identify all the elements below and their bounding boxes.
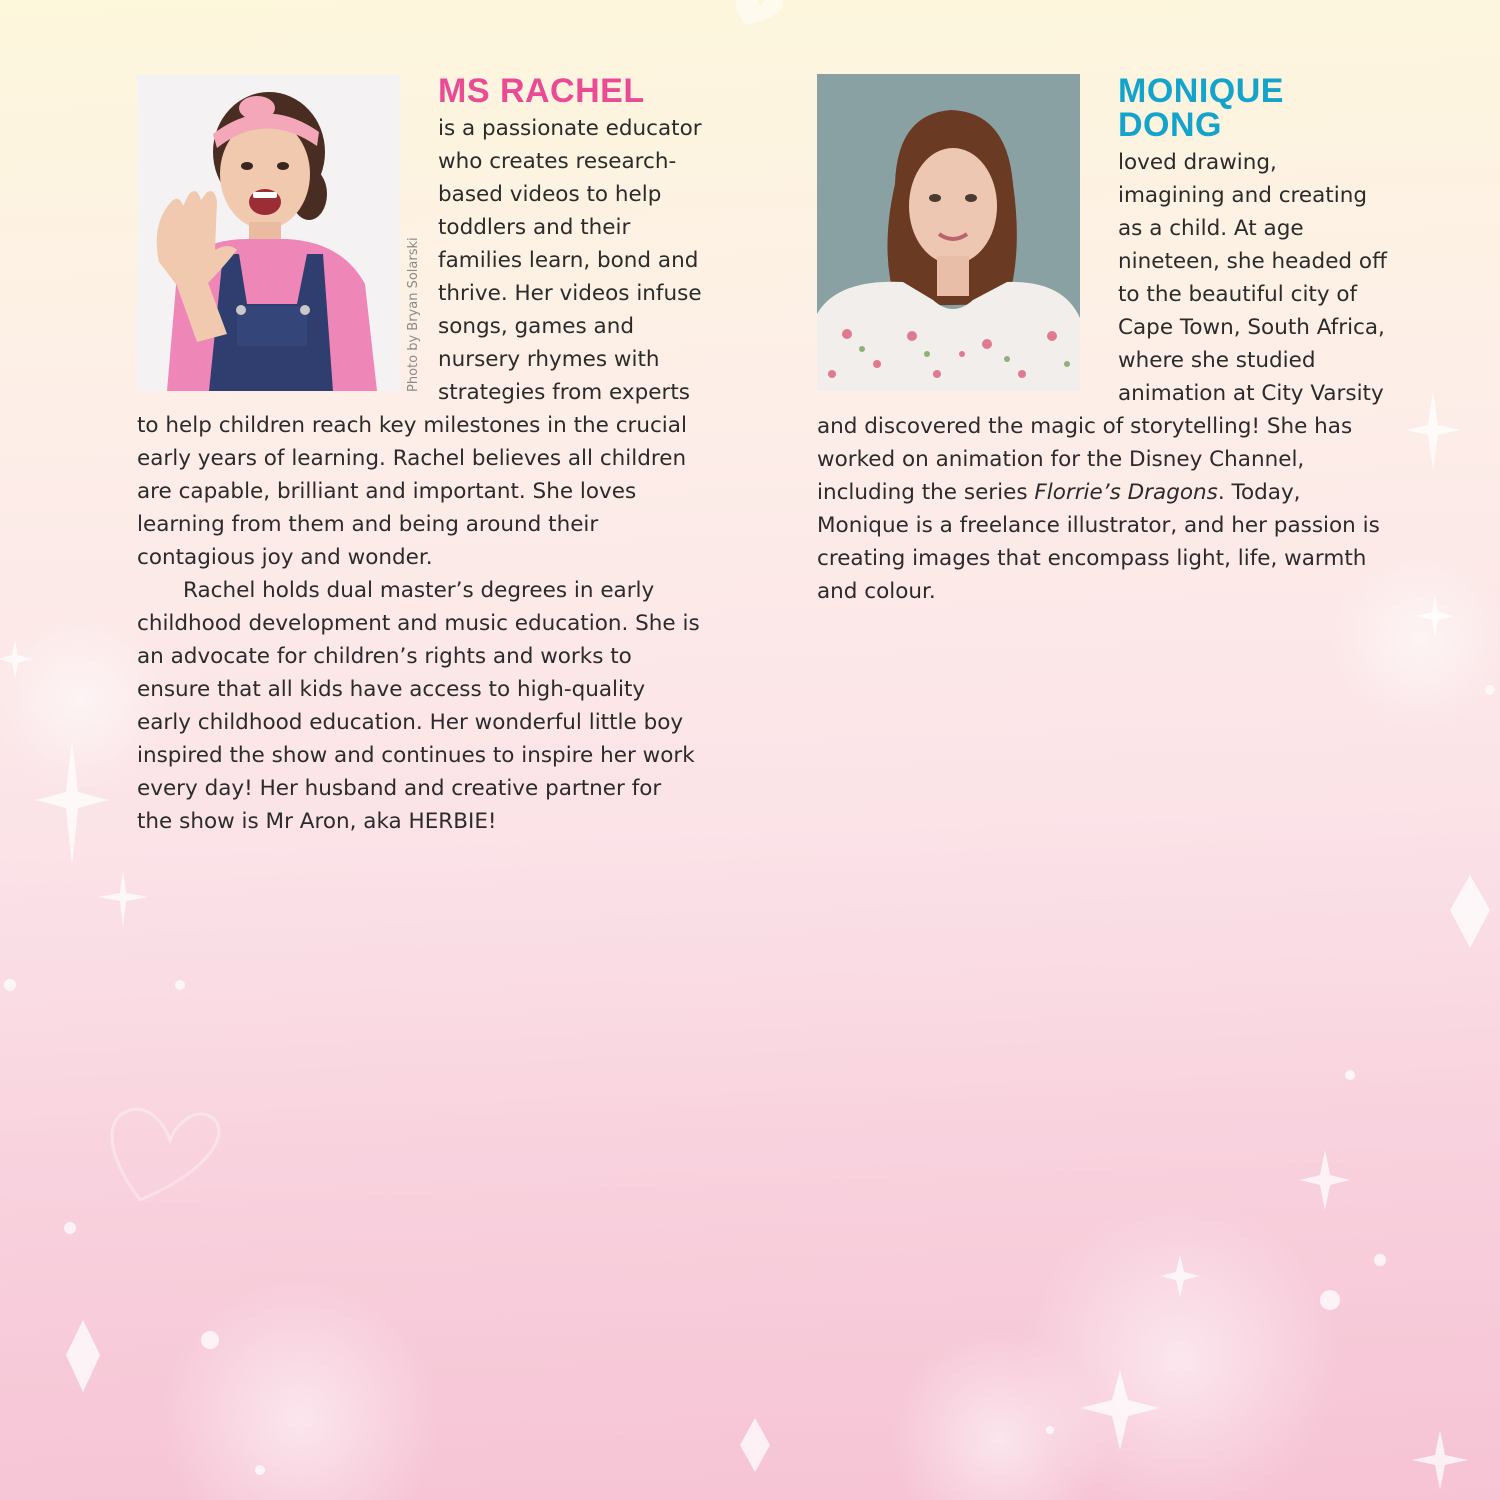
sparkle-icon xyxy=(1300,1150,1350,1210)
sparkle-icon xyxy=(1450,875,1490,948)
monique-dong-text-part-1: loved drawing, imagining and creating as a child. At age nineteen, she headed off to the beautiful city of Cape Town, South Africa, where she studied animation at City Varsity and discovered the magic of storytelling! She has worked on animation for the Disney Channel, including the series xyxy=(817,150,1387,505)
ms-rachel-photo xyxy=(137,74,400,391)
sparkle-icon xyxy=(1406,390,1460,470)
ms-rachel-paragraph-1: is a passionate educator who creates research-based videos to help toddlers and their families learn, bond and thrive. Her videos infuse songs, games and nursery rhymes with strategies from experts to help children reach key milestones in the crucial early years of learning. Rachel believes all children are capable, brilliant and important. She loves learning from them and being around their contagious joy and wonder. xyxy=(137,116,702,570)
ms-rachel-bio xyxy=(137,74,702,838)
sparkle-icon xyxy=(1412,1430,1468,1490)
sparkle-icon xyxy=(740,1418,770,1472)
monique-dong-bio xyxy=(817,74,1387,608)
heart-icon xyxy=(112,1109,219,1200)
ms-rachel-name: MS RACHEL xyxy=(438,72,645,110)
sparkle-icon xyxy=(66,1320,100,1392)
monique-dong-photo xyxy=(817,74,1080,391)
monique-dong-name: MONIQUE DONG xyxy=(1118,72,1284,144)
sparkle-icon xyxy=(98,870,148,928)
monique-dong-text-part-2: . Today, Monique is a freelance illustrator, and her passion is creating images that encompass light, life, warmth and colour. xyxy=(817,480,1380,604)
photo-credit: Photo by Bryan Solarski xyxy=(406,237,421,392)
series-title: Florrie’s Dragons xyxy=(1034,480,1218,505)
heart-icon xyxy=(736,0,783,25)
ms-rachel-paragraph-2: Rachel holds dual master’s degrees in early childhood development and music education. She is an advocate for children’s rights and works to ensure that all kids have access to high-quality early childhood education. Her wonderful little boy inspired the show and continues to inspire her work every day! Her husband and creative partner for the show is Mr Aron, aka HERBIE! xyxy=(137,578,700,834)
